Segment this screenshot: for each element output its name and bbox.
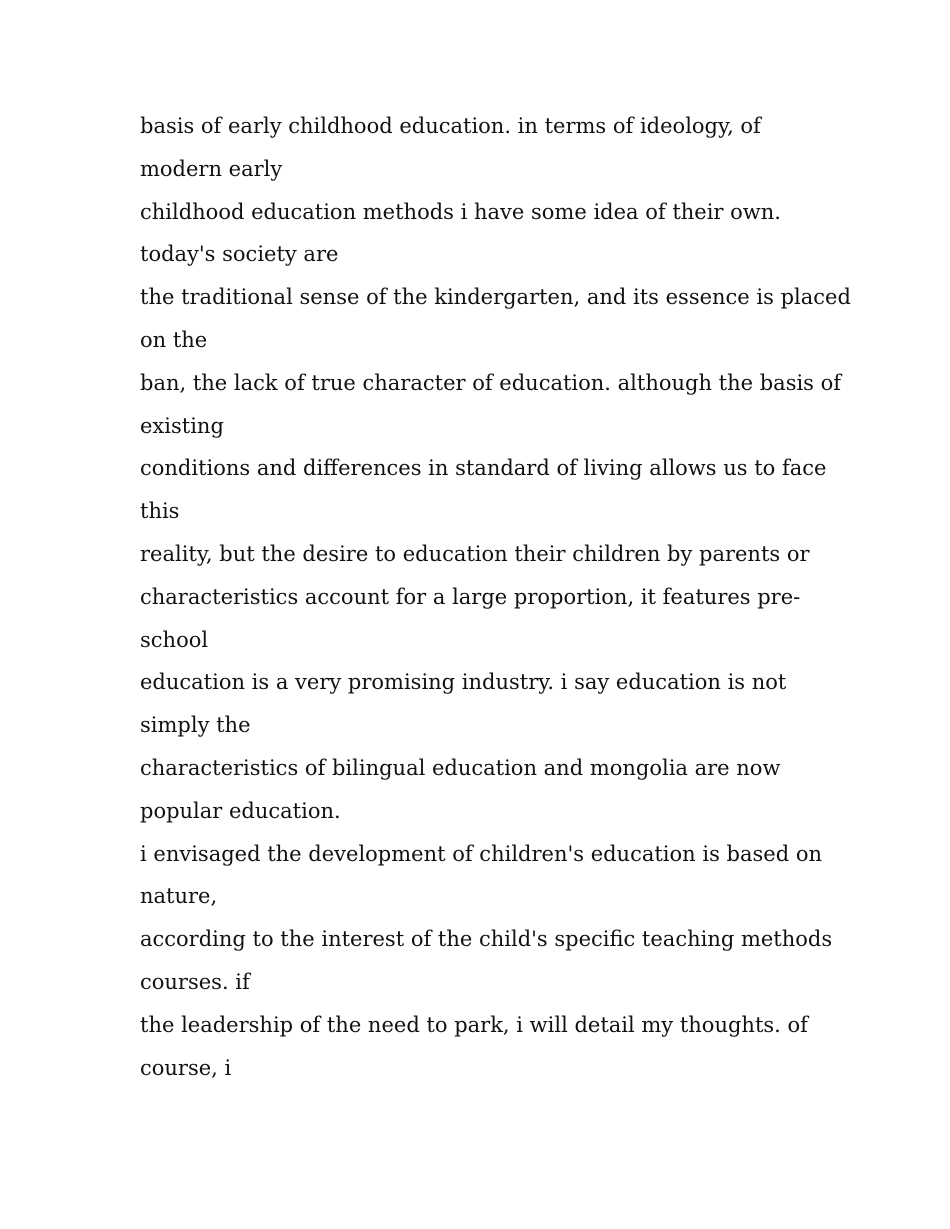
text-line: nature, [140, 884, 218, 909]
text-line: on the [140, 327, 208, 352]
text-line: simply the [140, 713, 251, 738]
text-line: this [140, 499, 180, 524]
text-line: characteristics account for a large proportion, it features pre- [140, 584, 801, 609]
text-line: reality, but the desire to education their children by parents or [140, 541, 810, 566]
text-line: course, i [140, 1055, 232, 1080]
text-line: education is a very promising industry. i say education is not [140, 670, 787, 695]
text-line: courses. if [140, 969, 250, 994]
text-line: today's society are [140, 242, 339, 267]
text-line: popular education. [140, 798, 341, 823]
text-line: school [140, 627, 209, 652]
body-text [140, 105, 851, 1089]
text-line: according to the interest of the child's specific teaching methods [140, 927, 833, 952]
text-line: modern early [140, 156, 283, 181]
text-line: existing [140, 413, 224, 438]
text-line: characteristics of bilingual education and mongolia are now [140, 755, 781, 780]
text-line: the traditional sense of the kindergarten, and its essence is placed [140, 285, 851, 310]
text-line: i envisaged the development of children's education is based on [140, 841, 822, 866]
text-line: conditions and differences in standard of living allows us to face [140, 456, 827, 481]
text-line: childhood education methods i have some idea of their own. [140, 199, 781, 224]
text-line: ban, the lack of true character of education. although the basis of [140, 370, 842, 395]
text-line: basis of early childhood education. in terms of ideology, of [140, 114, 761, 138]
text-line: the leadership of the need to park, i will detail my thoughts. of [140, 1012, 808, 1037]
